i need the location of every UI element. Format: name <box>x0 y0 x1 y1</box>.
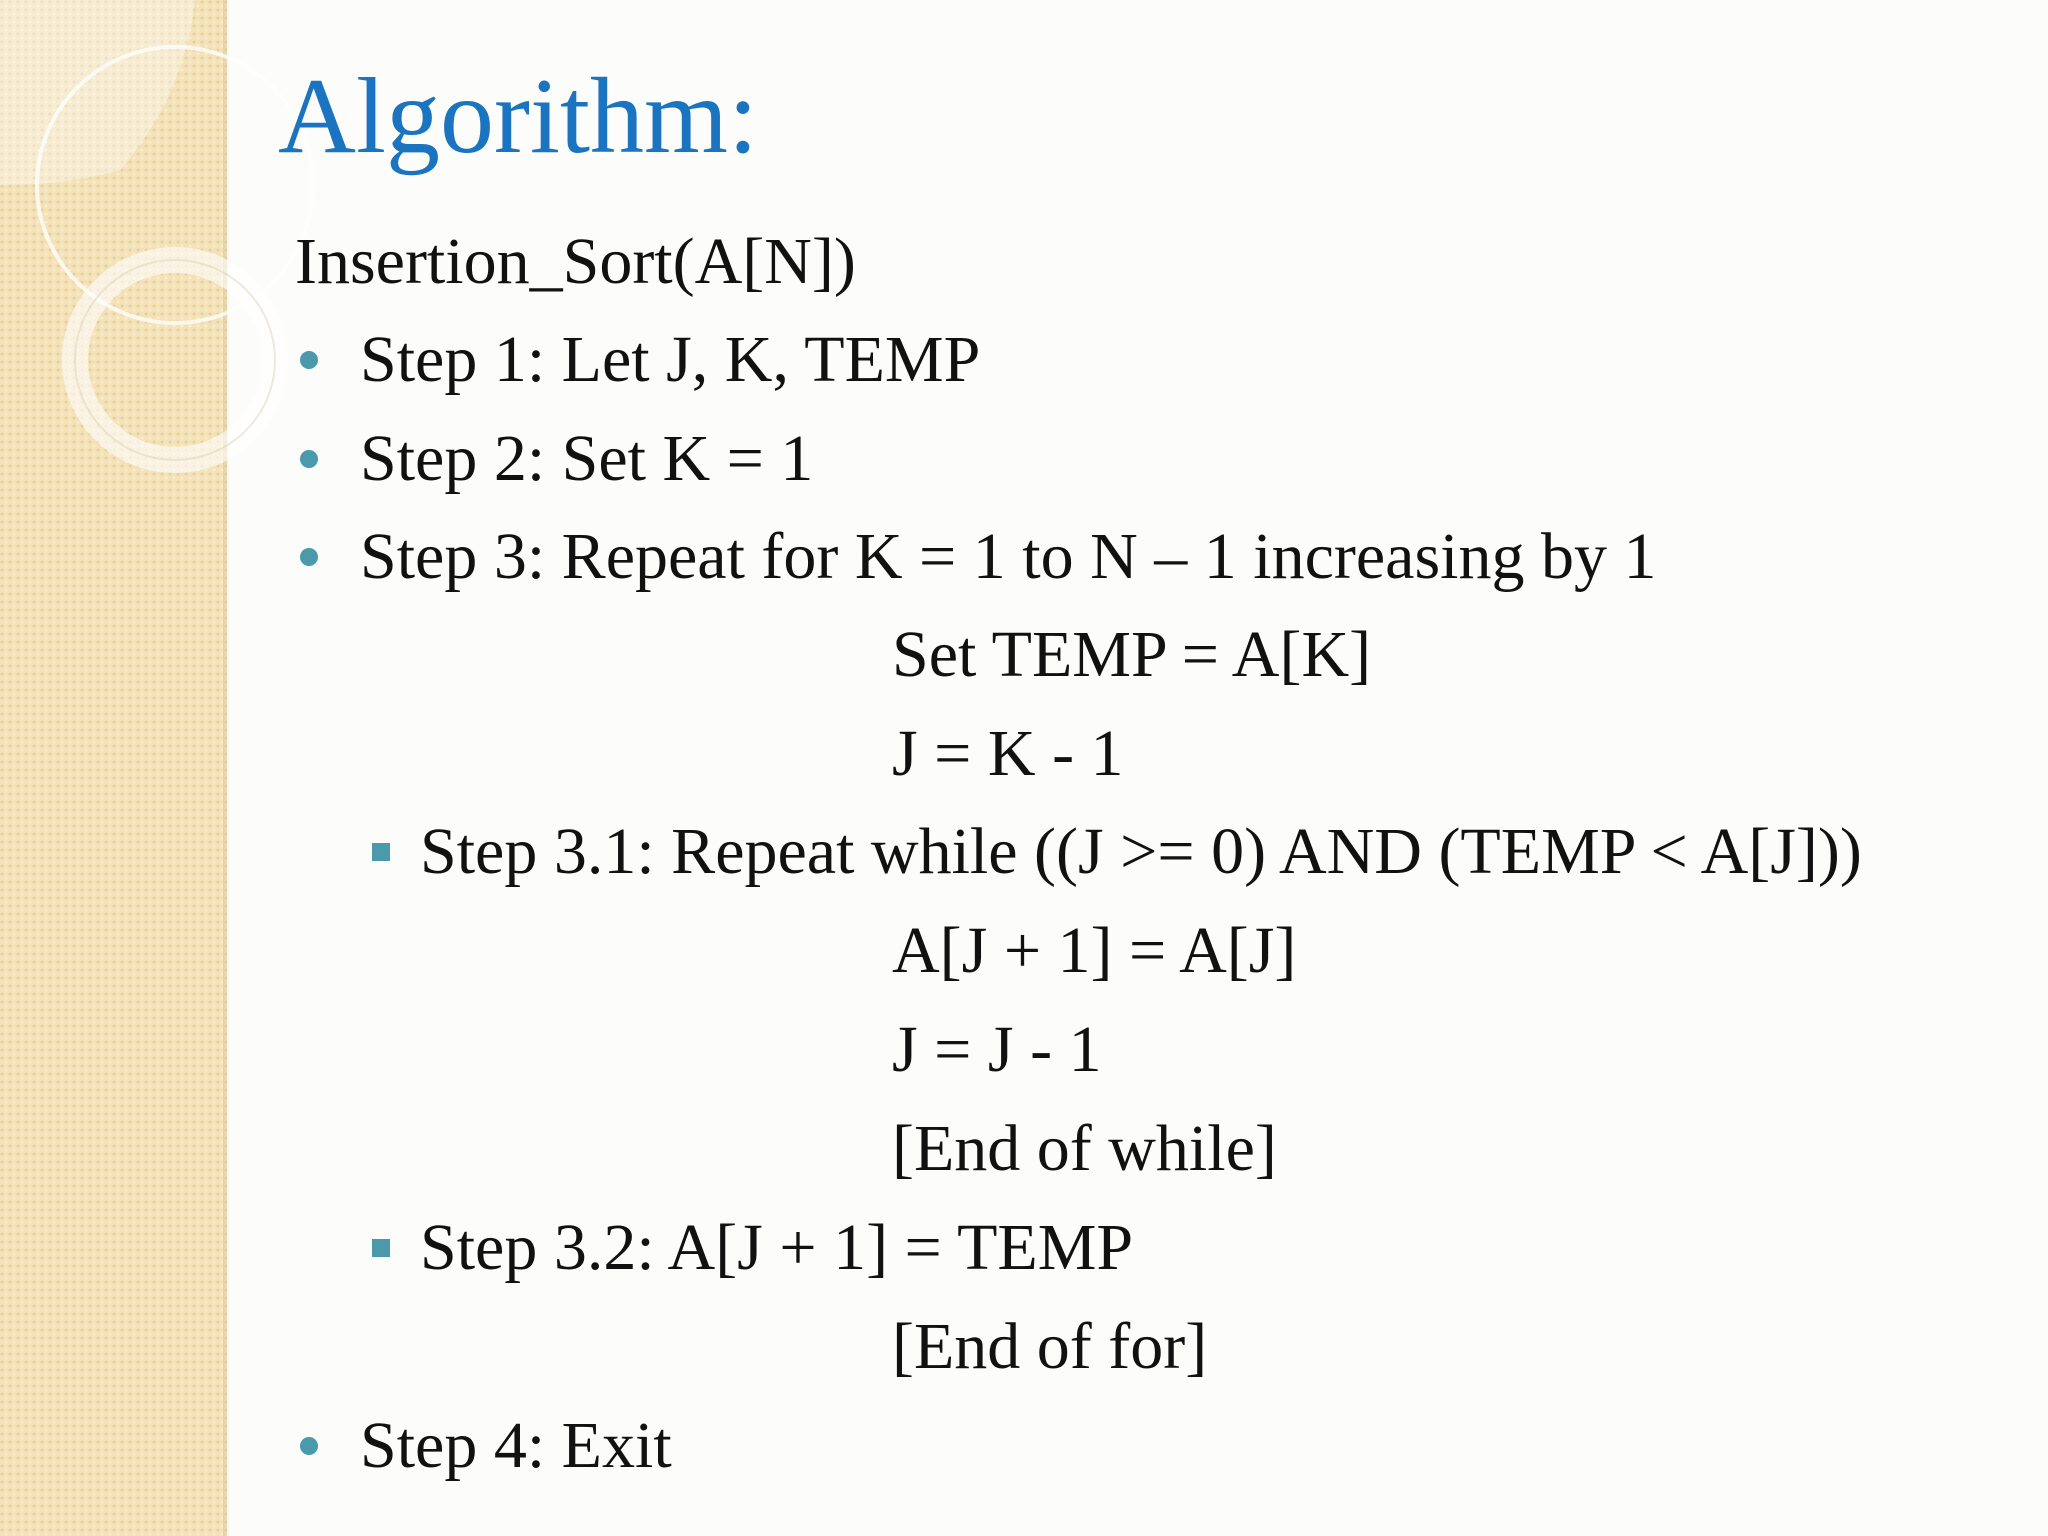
slide-title: Algorithm: <box>278 57 758 176</box>
step-3-1-body-line: A[J + 1] = A[J] <box>892 914 1297 987</box>
bullet-icon <box>300 351 318 369</box>
bullet-icon <box>300 548 318 566</box>
algorithm-heading: Insertion_Sort(A[N]) <box>295 225 856 298</box>
step-3-body-line: J = K - 1 <box>892 717 1124 790</box>
step-2: Step 2: Set K = 1 <box>360 422 814 495</box>
step-3: Step 3: Repeat for K = 1 to N – 1 increasing by 1 <box>360 520 1657 593</box>
step-1: Step 1: Let J, K, TEMP <box>360 323 981 396</box>
step-3-2: Step 3.2: A[J + 1] = TEMP <box>420 1211 1134 1284</box>
bullet-icon <box>300 1437 318 1455</box>
step-3-1: Step 3.1: Repeat while ((J >= 0) AND (TEMP < A[J])) <box>420 815 1862 888</box>
sub-bullet-icon <box>372 1239 390 1257</box>
step-3-body-line: Set TEMP = A[K] <box>892 618 1372 691</box>
step-3-1-body-line: J = J - 1 <box>892 1013 1102 1086</box>
sub-bullet-icon <box>372 843 390 861</box>
step-3-2-body-line: [End of for] <box>892 1310 1208 1383</box>
step-3-1-body-line: [End of while] <box>892 1112 1277 1185</box>
bullet-icon <box>300 450 318 468</box>
step-4: Step 4: Exit <box>360 1409 672 1482</box>
